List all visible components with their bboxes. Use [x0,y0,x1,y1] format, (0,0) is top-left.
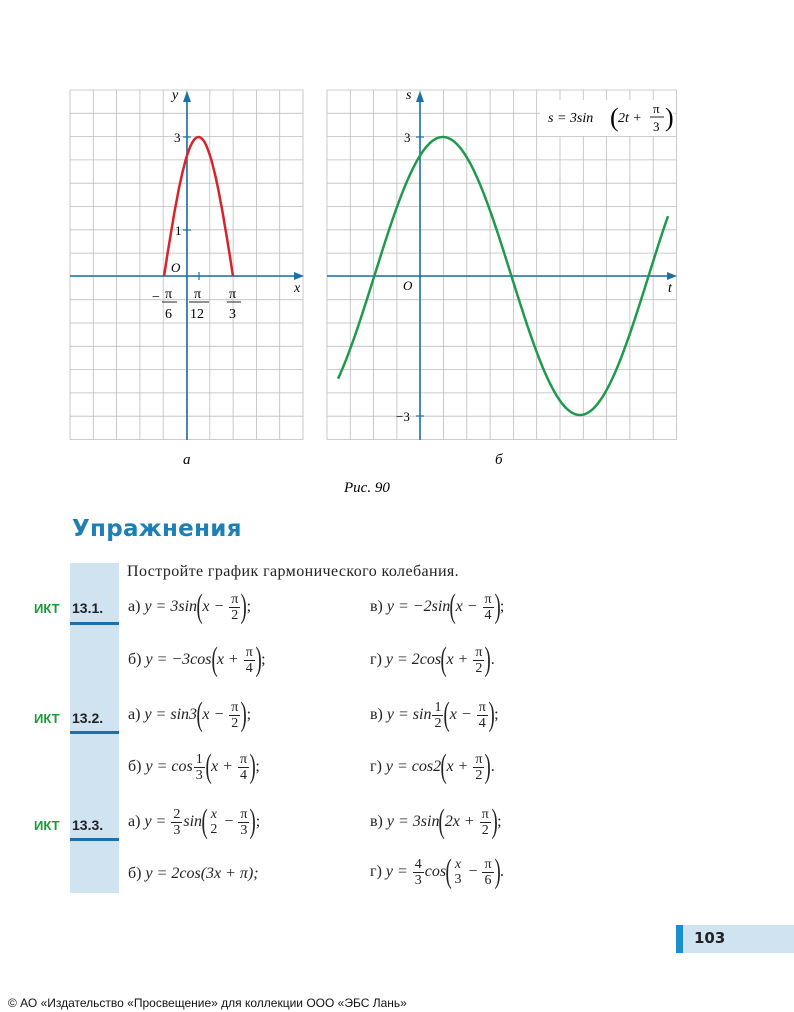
exercise-number-13-1: 13.1. [72,600,104,616]
graph-b-tick-minus3: −3 [396,409,410,424]
exercise-13-3-g: г) y = $\frac{4}{3}$ cos ( x 3 − $\frac{\pi}{6}$ ) . [370,853,504,890]
graph-a-label: а [183,452,191,468]
graph-a-xtick-num-1: π [194,287,202,302]
exercise-13-2-a: а) y = sin3 ( x − $\frac{\pi}{2}$ ) ; [128,696,252,733]
exercise-13-1-a: а) y = 3sin ( x − $\frac{\pi}{2}$ ) ; [128,588,252,625]
graph-b-formula-inner: 2t + [618,111,642,126]
graph-b-formula-den: 3 [653,119,660,134]
graph-a-y-arrow [183,91,191,102]
exercise-13-3-v: в) y = 3sin ( 2x + $\frac{\pi}{2}$ ) ; [370,803,502,840]
graph-b-y-arrow [416,91,424,102]
graph-a-xtick-den-2: 3 [229,307,236,322]
figure-caption: Рис. 90 [344,480,390,496]
exercise-13-3-a: а) y = $\frac{2}{3}$ sin ( x 2 − $\frac{\pi}{3}$ ) ; [128,803,261,840]
exercise-13-1-b: б) y = −3cos ( x + $\frac{\pi}{4}$ ) ; [128,641,266,678]
graph-b-label: б [495,452,503,468]
graph-b-tick-3: 3 [404,130,411,145]
graph-a-xtick-sign-0: − [152,290,160,305]
graph-b-x-label: t [668,281,672,296]
graph-a-xtick-den-0: 6 [165,307,172,322]
graph-b-formula-lhs: s = 3sin [548,111,594,126]
graph-b-x-arrow [667,272,677,280]
graph-a-xtick-num-2: π [229,287,237,302]
graph-a-tick-3: 3 [174,130,181,145]
graph-b-formula-bracket-l: ( [610,103,619,132]
graph-b-formula-num: π [653,101,660,116]
ikt-badge-13-1: ИКТ [34,601,60,616]
figure-90 [0,0,794,500]
page-number: 103 [694,929,726,947]
page-number-tab [676,925,794,953]
graph-a-xtick-num-0: π [165,287,173,302]
graph-b-y-label: s [406,88,412,103]
ikt-badge-13-2: ИКТ [34,711,60,726]
exercise-underline-13-1 [70,622,119,625]
graph-a-xtick-den-1: 12 [190,307,204,322]
exercise-intro: Постройте график гармонического колебания. [127,563,460,580]
exercise-13-1-g: г) y = 2cos ( x + $\frac{\pi}{2}$ ) . [370,641,495,678]
page-number-mark [676,925,683,953]
exercise-13-2-v: в) y = sin 1 2 ( x − $\frac{\pi}{4}$ ) ; [370,696,499,733]
ikt-badge-13-3: ИКТ [34,818,60,833]
exercise-number-13-3: 13.3. [72,817,104,833]
graph-a-tick-1: 1 [175,223,182,238]
copyright-notice: © АО «Издательство «Просвещение» для коллекции ООО «ЭБС Лань» [8,996,407,1010]
graph-a-x-arrow [294,272,304,280]
exercise-13-2-b: б) y = cos 1 3 ( x + $\frac{\pi}{4}$ ) ; [128,748,260,785]
graph-a-origin: O [171,260,181,275]
graph-b-formula-bracket-r: ) [665,103,674,132]
graph-b-origin: O [403,278,413,293]
exercise-underline-13-3 [70,838,119,841]
exercise-13-3-b: б) y = 2cos(3x + π); [128,865,259,882]
exercise-underline-13-2 [70,731,119,734]
section-title: Упражнения [72,516,242,542]
graph-a-x-label: x [294,281,301,296]
exercise-13-1-v: в) y = −2sin ( x − $\frac{\pi}{4}$ ) ; [370,588,505,625]
graph-a-y-label: y [172,88,179,103]
exercise-number-13-2: 13.2. [72,710,104,726]
exercise-13-2-g: г) y = cos2 ( x + $\frac{\pi}{2}$ ) . [370,748,495,785]
graph-b-grid [327,90,677,440]
